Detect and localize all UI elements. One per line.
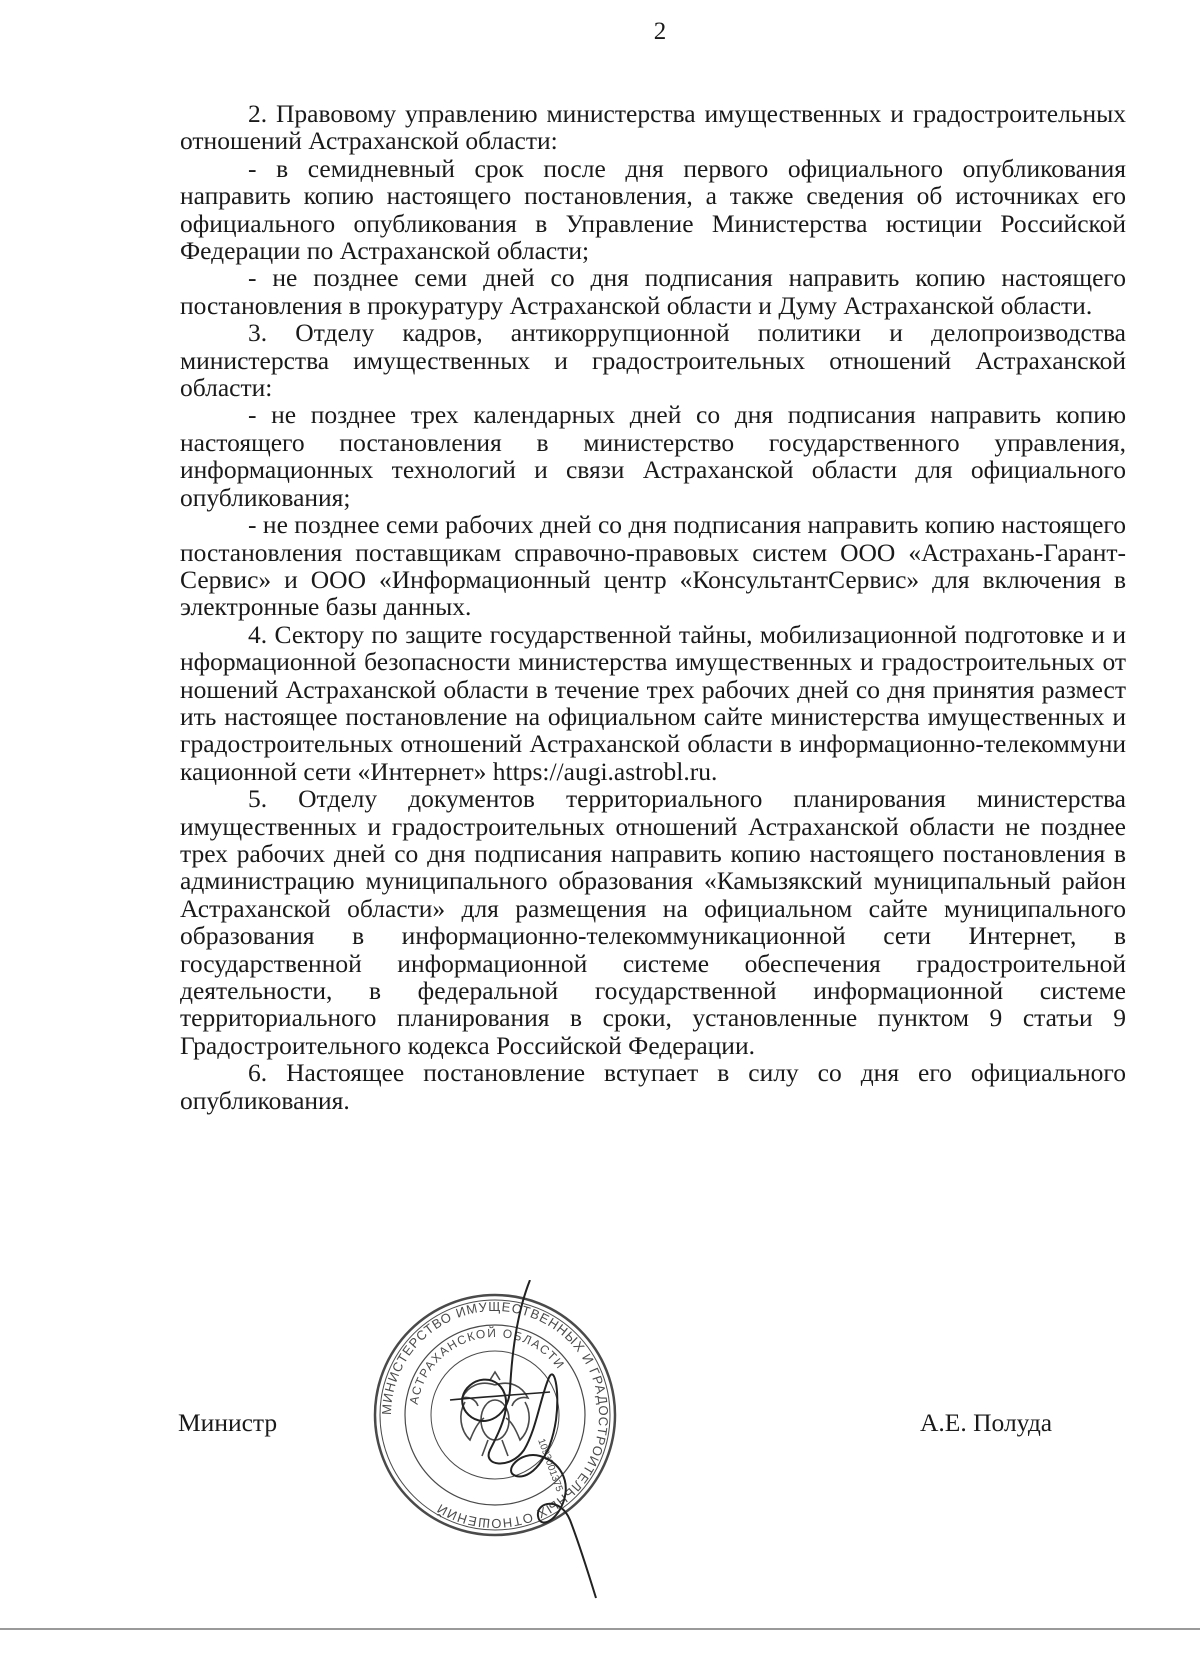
paragraph-item-3-sub-1: - не позднее трех календарных дней со дня подписания направить копию настоящего постановления в министерство государственного управления, информационных технологий и связи Астраханской области для официального опубликования; xyxy=(180,400,1126,512)
official-seal-stamp xyxy=(370,1290,620,1540)
signatory-name: А.Е. Полуда xyxy=(920,1408,1053,1437)
paragraph-item-6: 6. Настоящее постановление вступает в силу со дня его официального опубликования. xyxy=(180,1058,1126,1115)
stamp-outer-text: МИНИСТЕРСТВО ИМУЩЕСТВЕННЫХ И ГРАДОСТРОИТЕЛЬНЫХ ОТНОШЕНИЙ xyxy=(378,1298,612,1532)
paragraph-item-4: 4. Сектору по защите государственной тайны, мобилизационной подготовке и информационной безопасности министерства имущественных и градостроительных отношений Астраханской области в течение трех рабочих дней со дня принятия разместить настоящее постановление на официальном сайте министерства имущественных и градостроительных отношений Астраханской области в информационно-телекоммуникационной сети «Интернет» https://augi.astrobl.ru. xyxy=(180,619,1126,786)
paragraph-item-2: 2. Правовому управлению министерства имущественных и градостроительных отношений Астраханской области: xyxy=(180,99,1126,156)
page-number: 2 xyxy=(653,18,667,45)
paragraph-item-2-sub-2: - не позднее семи дней со дня подписания направить копию настоящего постановления в прокуратуру Астраханской области и Думу Астраханской области. xyxy=(180,263,1126,320)
stamp-inner-text: АСТРАХАНСКОЙ ОБЛАСТИ xyxy=(406,1325,568,1406)
page-bottom-rule xyxy=(0,1628,1200,1630)
paragraph-item-3: 3. Отделу кадров, антикоррупционной политики и делопроизводства министерства имущественных и градостроительных отношений Астраханской области: xyxy=(180,318,1126,403)
stamp-number: 1093001375 xyxy=(535,1437,565,1494)
svg-text:МИНИСТЕРСТВО ИМУЩЕСТВЕННЫХ И Г xyxy=(379,1299,611,1531)
paragraph-item-2-sub-1: - в семидневный срок после дня первого официального опубликования направить копию настоящего постановления, а также сведения об источниках его официального опубликования в Управление Министерства юстиции Российской Федерации по Астраханской области; xyxy=(180,153,1126,266)
paragraph-item-5: 5. Отделу документов территориального планирования министерства имущественных и градостроительных отношений Астраханской области не позднее трех рабочих дней со дня подписания направить копию настоящего постановления в администрацию муниципального образования «Камызякский муниципальный район Астраханской области» для размещения на официальном сайте муниципального образования в информационно-телекоммуникационной сети Интернет, в государственной информационной системе обеспечения градостроительной деятельности, в федеральной государственной информационной системе территориального планирования в сроки, установленные пунктом 9 статьи 9 Градостроительного кодекса Российской Федерации. xyxy=(180,784,1126,1060)
handwritten-signature xyxy=(420,1280,640,1600)
eagle-emblem-icon xyxy=(461,1372,529,1456)
signatory-title: Министр xyxy=(178,1408,278,1437)
svg-text:АСТРАХАНСКОЙ ОБЛАСТИ xyxy=(407,1325,568,1406)
document-body xyxy=(180,100,1126,1114)
paragraph-item-3-sub-2: - не позднее семи рабочих дней со дня подписания направить копию настоящего постановления поставщикам справочно-правовых систем ООО «Астрахань-Гарант-Сервис» и ООО «Информационный центр «КонсультантСервис» для включения в электронные базы данных. xyxy=(180,510,1126,622)
